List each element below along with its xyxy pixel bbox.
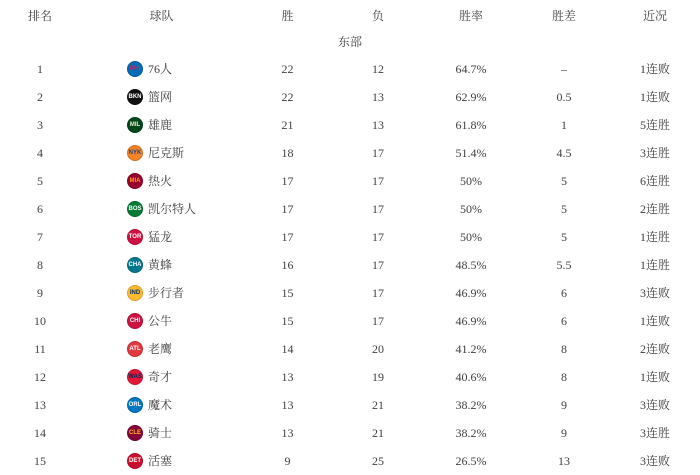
team-rank: 5: [37, 174, 43, 188]
team-wins: 22: [281, 62, 294, 76]
team-losses: 17: [372, 202, 384, 216]
team-logo-icon: BKN: [127, 89, 143, 105]
team-streak: 3连败: [639, 398, 670, 412]
team-wins: 21: [281, 118, 294, 132]
header-win-pct: 胜率: [458, 8, 483, 23]
team-win-pct: 38.2%: [455, 426, 487, 440]
team-name[interactable]: 黄蜂: [148, 258, 173, 272]
team-losses: 21: [372, 398, 384, 412]
team-cell[interactable]: [80, 201, 243, 217]
team-rank: 8: [37, 258, 43, 272]
table-row[interactable]: [0, 279, 700, 307]
table-row[interactable]: [0, 419, 700, 447]
team-name[interactable]: 尼克斯: [148, 146, 185, 160]
team-logo-icon: DET: [127, 453, 143, 469]
team-wins: 17: [281, 202, 294, 216]
team-win-pct: 26.5%: [455, 454, 487, 468]
team-games-behind: 4.5: [556, 146, 572, 160]
team-games-behind: 6: [561, 314, 567, 328]
team-rank: 2: [37, 90, 43, 104]
team-logo-icon: NYK: [127, 145, 143, 161]
team-name[interactable]: 步行者: [148, 286, 185, 300]
table-row[interactable]: [0, 223, 700, 251]
team-wins: 22: [281, 90, 294, 104]
team-cell[interactable]: [80, 341, 243, 357]
table-row[interactable]: [0, 251, 700, 279]
team-losses: 17: [372, 230, 384, 244]
team-streak: 1连胜: [639, 230, 670, 244]
team-rank: 11: [34, 342, 46, 356]
team-win-pct: 38.2%: [455, 398, 487, 412]
team-logo-icon: BOS: [127, 201, 143, 217]
team-streak: 1连败: [639, 370, 670, 384]
table-row[interactable]: [0, 391, 700, 419]
team-games-behind: 8: [561, 342, 567, 356]
team-rank: 6: [37, 202, 43, 216]
team-name[interactable]: 76人: [148, 62, 173, 76]
team-rank: 3: [37, 118, 43, 132]
team-win-pct: 50%: [460, 230, 482, 244]
team-logo-icon: MIA: [127, 173, 143, 189]
team-name[interactable]: 老鹰: [148, 342, 173, 356]
table-row[interactable]: [0, 447, 700, 475]
team-rank: 12: [34, 370, 46, 384]
table-row[interactable]: [0, 335, 700, 363]
table-header-row: [0, 2, 700, 29]
team-rank: 9: [37, 286, 43, 300]
conference-label: 东部: [337, 35, 362, 49]
team-cell[interactable]: [80, 229, 243, 245]
team-games-behind: –: [561, 62, 567, 76]
team-rank: 14: [34, 426, 46, 440]
team-win-pct: 40.6%: [455, 370, 487, 384]
team-name[interactable]: 篮网: [148, 90, 173, 104]
team-streak: 1连败: [639, 314, 670, 328]
team-name[interactable]: 骑士: [148, 426, 173, 440]
team-streak: 1连胜: [639, 258, 670, 272]
team-losses: 17: [372, 146, 384, 160]
team-wins: 13: [281, 398, 294, 412]
team-cell[interactable]: [80, 369, 243, 385]
team-games-behind: 0.5: [556, 90, 572, 104]
team-win-pct: 46.9%: [455, 286, 487, 300]
table-row[interactable]: [0, 363, 700, 391]
team-win-pct: 48.5%: [455, 258, 487, 272]
team-cell[interactable]: [80, 257, 243, 273]
team-rank: 4: [37, 146, 43, 160]
team-streak: 3连胜: [639, 426, 670, 440]
team-streak: 2连败: [639, 342, 670, 356]
team-cell[interactable]: [80, 453, 243, 469]
header-games-behind: 胜差: [551, 8, 576, 23]
team-win-pct: 50%: [460, 174, 482, 188]
team-streak: 2连胜: [639, 202, 670, 216]
team-streak: 3连胜: [639, 146, 670, 160]
team-cell[interactable]: [80, 397, 243, 413]
team-name[interactable]: 活塞: [148, 454, 173, 468]
team-logo-icon: ORL: [127, 397, 143, 413]
team-cell[interactable]: [80, 117, 243, 133]
team-cell[interactable]: [80, 61, 243, 77]
team-rank: 15: [34, 454, 46, 468]
team-losses: 17: [372, 258, 384, 272]
team-logo-icon: MIL: [127, 117, 143, 133]
team-cell[interactable]: [80, 313, 243, 329]
team-name[interactable]: 猛龙: [148, 230, 173, 244]
team-logo-icon: IND: [127, 285, 143, 301]
team-rank: 7: [37, 230, 43, 244]
team-wins: 13: [281, 426, 294, 440]
team-losses: 20: [372, 342, 384, 356]
team-games-behind: 8: [561, 370, 567, 384]
table-row[interactable]: [0, 55, 700, 83]
team-losses: 17: [372, 286, 384, 300]
team-rank: 1: [37, 62, 43, 76]
header-team: 球队: [149, 8, 174, 23]
team-losses: 25: [372, 454, 384, 468]
team-cell[interactable]: [80, 173, 243, 189]
team-name[interactable]: 凯尔特人: [148, 202, 197, 216]
team-streak: 6连胜: [639, 174, 670, 188]
team-name[interactable]: 热火: [148, 174, 173, 188]
team-logo-icon: CLE: [127, 425, 143, 441]
team-logo-icon: TOR: [127, 229, 143, 245]
team-games-behind: 13: [558, 454, 570, 468]
team-wins: 17: [281, 174, 294, 188]
table-row[interactable]: [0, 139, 700, 167]
team-rank: 13: [34, 398, 46, 412]
header-losses: 负: [371, 8, 384, 23]
team-win-pct: 50%: [460, 202, 482, 216]
team-wins: 18: [281, 146, 294, 160]
team-streak: 5连胜: [639, 118, 670, 132]
table-row[interactable]: [0, 307, 700, 335]
team-name[interactable]: 魔术: [148, 398, 173, 412]
standings-table-body: [0, 55, 700, 475]
team-games-behind: 5.5: [556, 258, 572, 272]
team-losses: 13: [372, 118, 384, 132]
team-name[interactable]: 奇才: [148, 370, 173, 384]
team-logo-icon: CHA: [127, 257, 143, 273]
team-logo-icon: PHI: [127, 61, 143, 77]
team-games-behind: 5: [561, 174, 567, 188]
team-wins: 15: [281, 286, 294, 300]
table-row[interactable]: [0, 167, 700, 195]
team-games-behind: 5: [561, 202, 567, 216]
team-name[interactable]: 公牛: [148, 314, 173, 328]
table-row[interactable]: [0, 111, 700, 139]
team-games-behind: 9: [561, 398, 567, 412]
team-cell[interactable]: [80, 285, 243, 301]
team-losses: 12: [372, 62, 384, 76]
team-logo-icon: WAS: [127, 369, 143, 385]
team-name[interactable]: 雄鹿: [148, 118, 173, 132]
table-row[interactable]: [0, 83, 700, 111]
team-rank: 10: [34, 314, 46, 328]
team-losses: 21: [372, 426, 384, 440]
team-wins: 9: [284, 454, 291, 468]
team-cell[interactable]: [80, 89, 243, 105]
team-wins: 16: [281, 258, 294, 272]
team-win-pct: 51.4%: [455, 146, 487, 160]
team-win-pct: 64.7%: [455, 62, 487, 76]
team-losses: 17: [372, 174, 384, 188]
team-win-pct: 61.8%: [455, 118, 487, 132]
team-win-pct: 41.2%: [455, 342, 487, 356]
team-wins: 14: [281, 342, 294, 356]
header-rank: 排名: [27, 8, 52, 23]
team-logo-icon: CHI: [127, 313, 143, 329]
team-losses: 19: [372, 370, 384, 384]
team-streak: 1连败: [639, 62, 670, 76]
team-streak: 1连败: [639, 90, 670, 104]
team-streak: 3连败: [639, 454, 670, 468]
team-logo-icon: ATL: [127, 341, 143, 357]
table-row[interactable]: [0, 195, 700, 223]
team-win-pct: 62.9%: [455, 90, 487, 104]
header-streak: 近况: [642, 8, 667, 23]
team-cell[interactable]: [80, 425, 243, 441]
team-wins: 13: [281, 370, 294, 384]
conference-section-row: [0, 29, 700, 55]
team-win-pct: 46.9%: [455, 314, 487, 328]
team-wins: 17: [281, 230, 294, 244]
team-wins: 15: [281, 314, 294, 328]
team-cell[interactable]: [80, 145, 243, 161]
team-streak: 3连败: [639, 286, 670, 300]
team-games-behind: 9: [561, 426, 567, 440]
team-games-behind: 6: [561, 286, 567, 300]
team-games-behind: 5: [561, 230, 567, 244]
header-wins: 胜: [281, 8, 294, 23]
team-losses: 13: [372, 90, 384, 104]
team-losses: 17: [372, 314, 384, 328]
team-games-behind: 1: [561, 118, 567, 132]
